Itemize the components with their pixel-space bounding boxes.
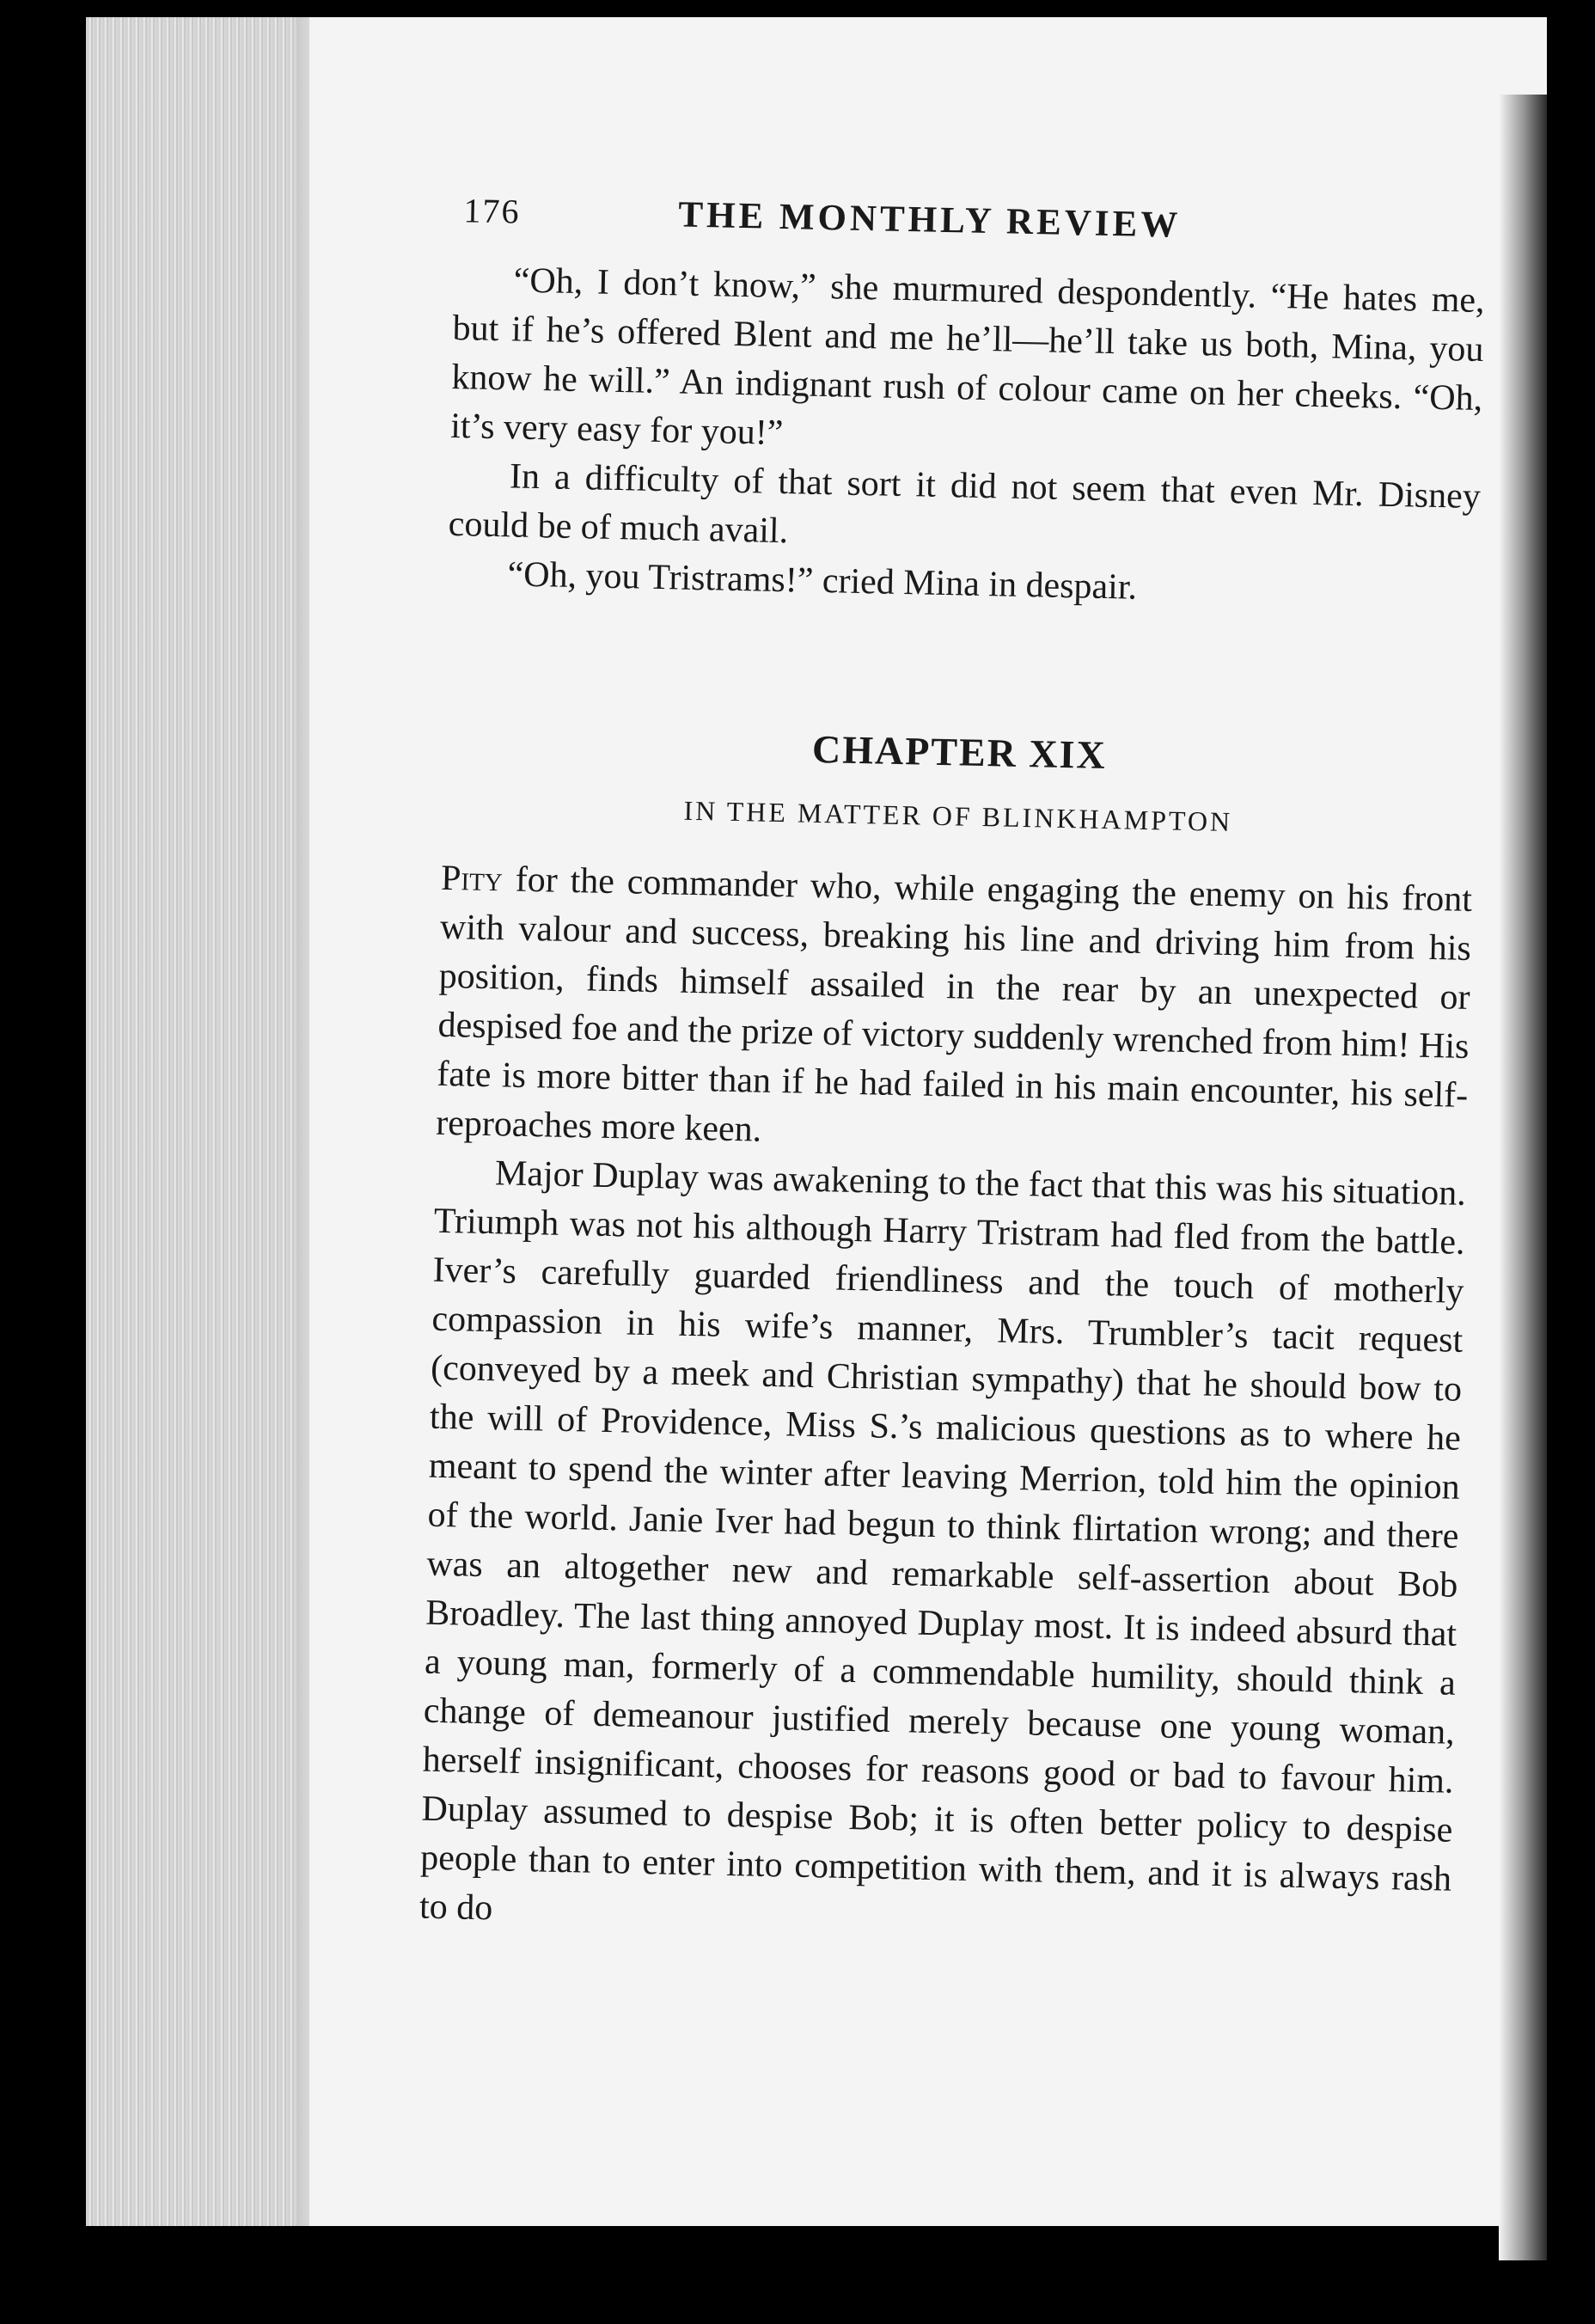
running-title: THE MONTHLY REVIEW [677,194,1182,246]
paragraph-2: In a difficulty of that sort it did not seem that even Mr. Disney could be of much avail. [448,456,1482,552]
paragraph-3: “Oh, you Tristrams!” cried Mina in despair. [507,554,1138,608]
page-edge-shadow [1499,95,1547,2260]
running-head [463,189,1487,253]
chapter-heading: CHAPTER XIX [811,726,1108,778]
page-content [419,189,1487,1954]
chapter-subtitle: IN THE MATTER OF BLINKHAMPTON [683,794,1233,838]
chapter-paragraph-1-text: for the commander who, while engaging the enemy on his front with valour and success, breaking his line and driving him from his position, finds himself assailed in the rear by an unexpected or despised foe and the prize of victory suddenly wrenched from him! His fate is more bitter than if he had failed in his main encounter, his self-reproaches more keen. [435,859,1473,1150]
page-number: 176 [463,191,521,231]
chapter-paragraph-1 [436,854,1473,1170]
paragraph-1: “Oh, I don’t know,” she murmured despondently. “He hates me, but if he’s offered Blent and me he’ll—he’ll take us both, Mina, you know he will.” An indignant rush of colour came on her cheeks. “Oh, it’s very easy for you!” [449,260,1486,454]
preceding-text [447,255,1485,620]
page-stack-edges [86,17,305,2226]
chapter-first-word: Pity [440,858,504,900]
chapter-paragraph-2: Major Duplay was awakening to the fact that this was his situation. Triumph was not his although Harry Tristram had fled from the battle. Iver’s carefully guarded friendliness and the touch of motherly compassion in his wife’s manner, Mrs. Trumbler’s tacit request (conveyed by a meek and Christian sympathy) that he should bow to the will of Providence, Miss S.’s malicious questions as to where he meant to spend the winter after leaving Merrion, told him the opinion of the world. Janie Iver had begun to think flirtation wrong; and there was an altogether new and remarkable self-assertion about Bob Broadley. The last thing annoyed Duplay most. It is indeed absurd that a young man, formerly of a commendable humility, should think a change of demeanour justified merely because one young woman, herself insignificant, chooses for reasons good or bad to favour him. Duplay assumed to despise Bob; it is often better policy to despise people than to enter into competition with them, and it is always rash to do [419,1153,1467,1929]
book-page [309,17,1547,2226]
